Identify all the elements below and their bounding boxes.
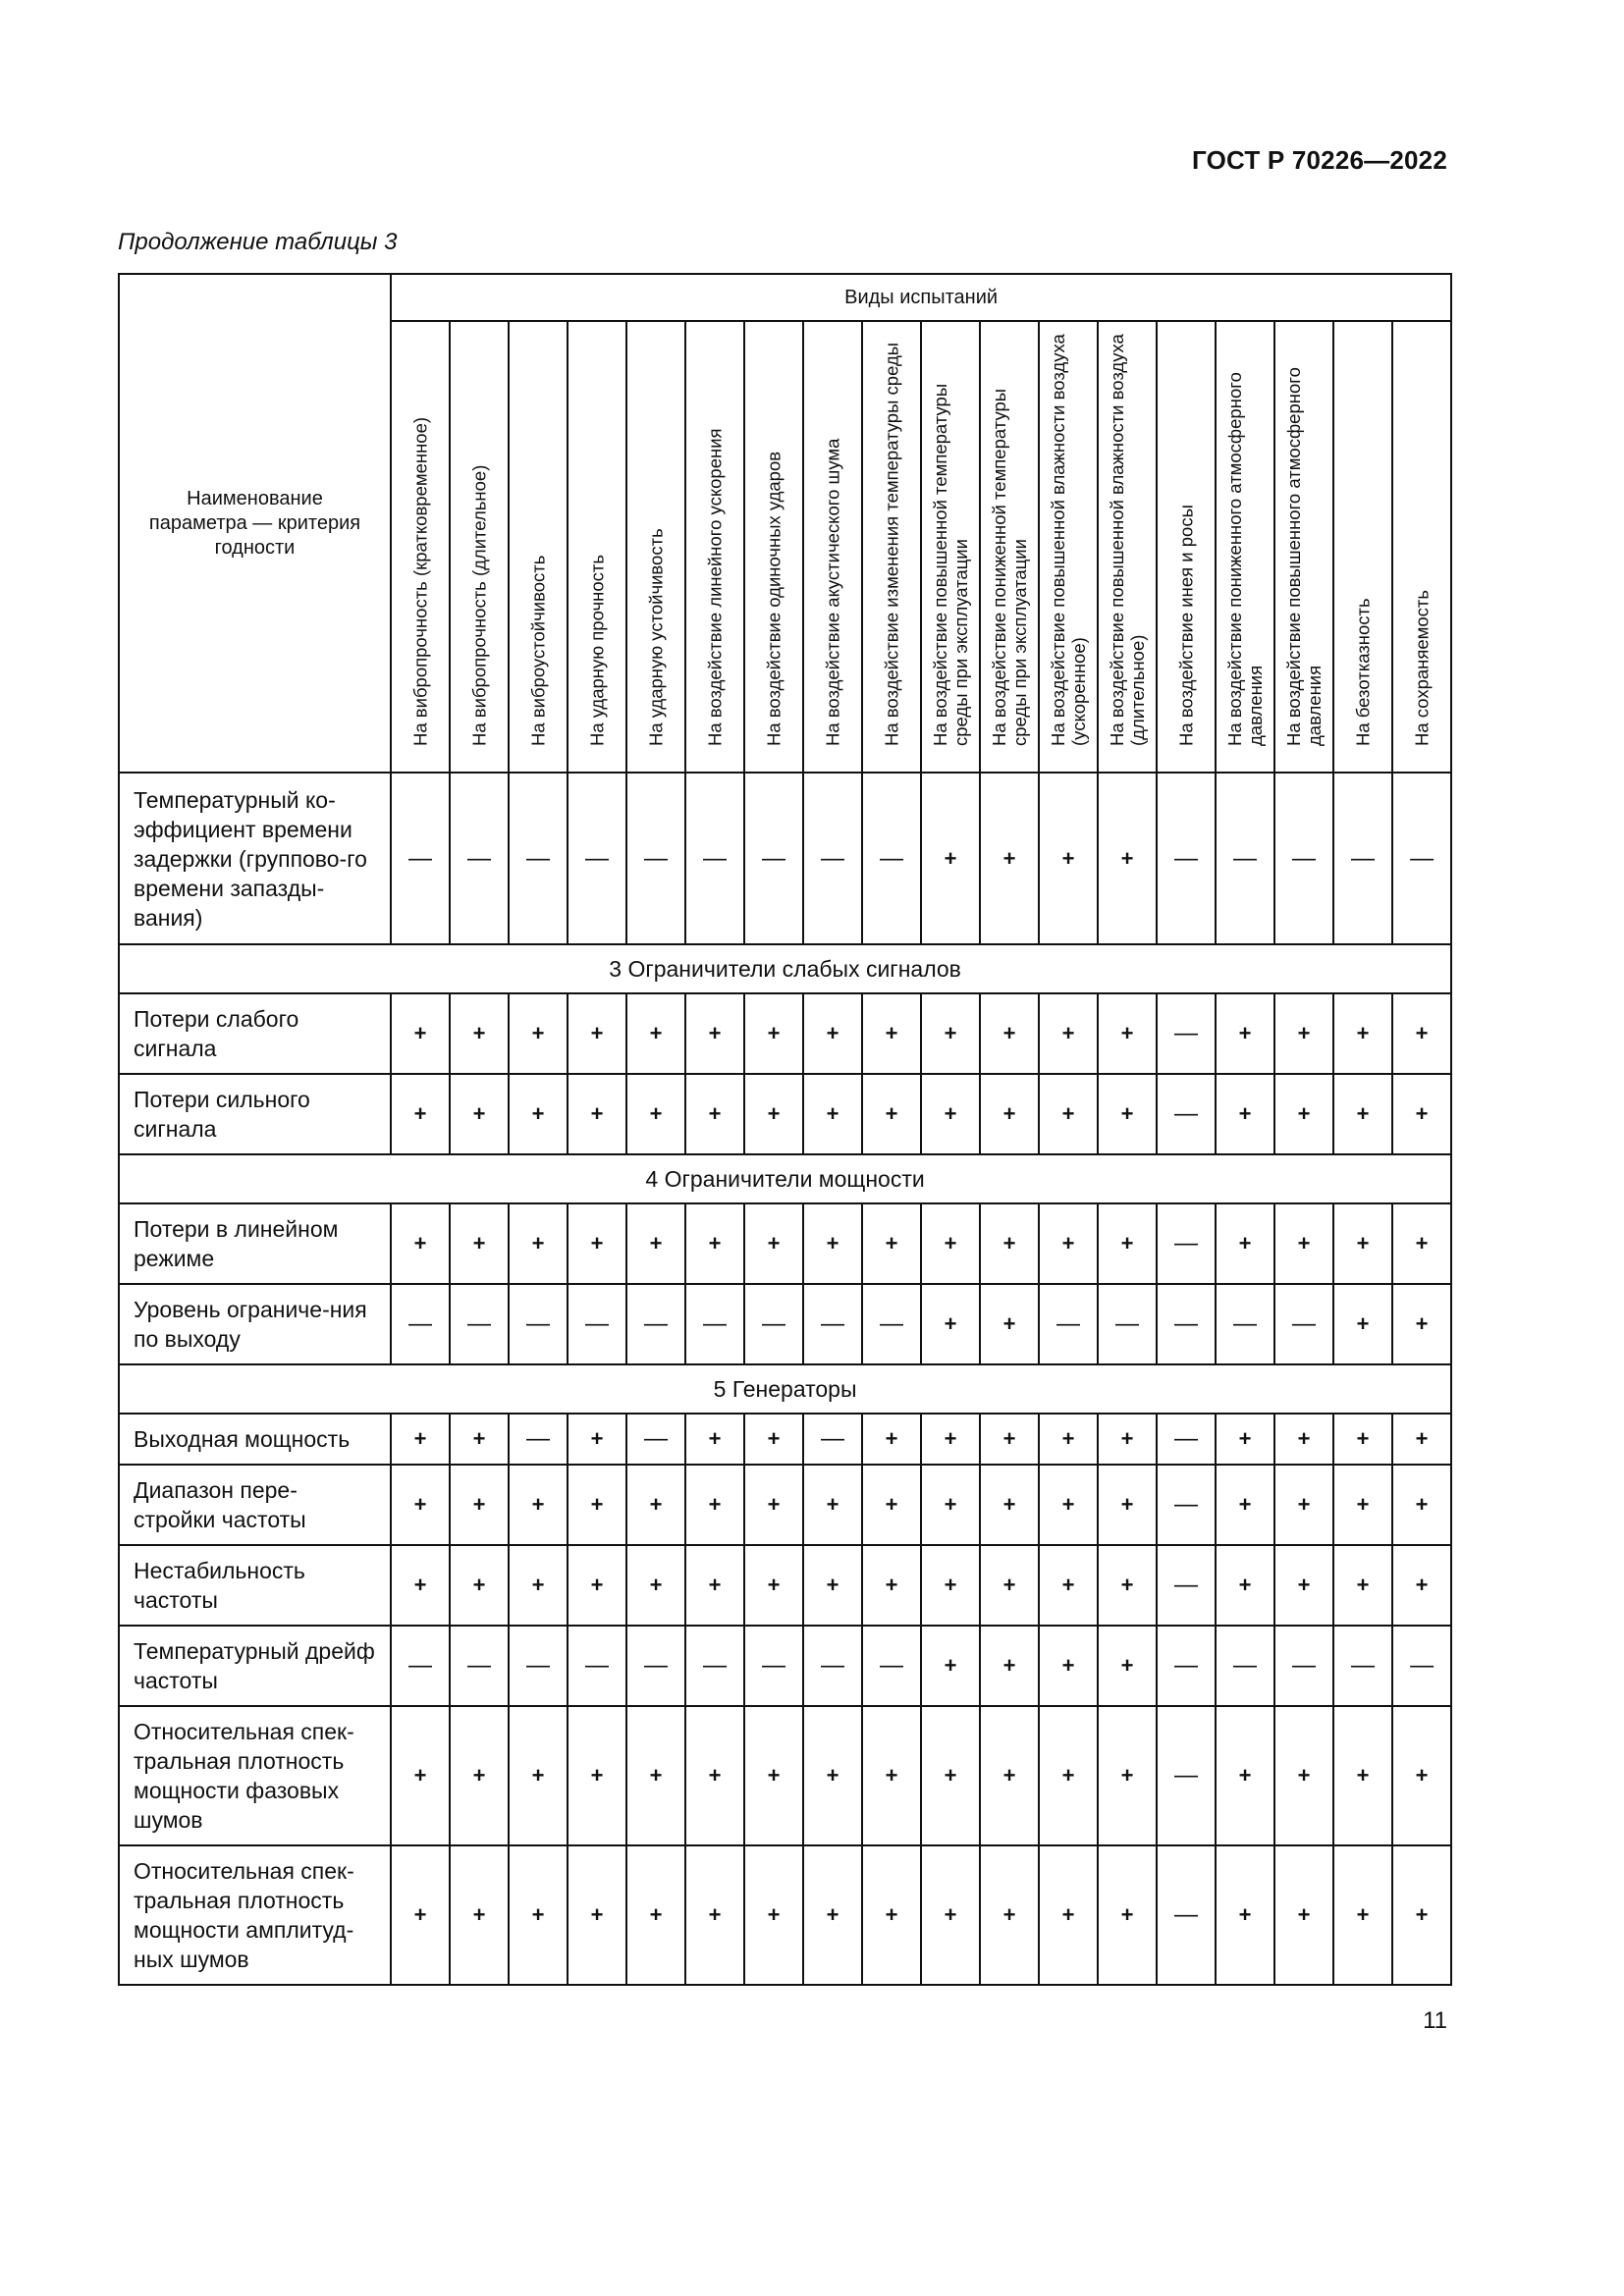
test-applicability-cell: — <box>391 1284 450 1364</box>
test-applicability-cell: + <box>391 1414 450 1465</box>
parameter-name: Нестабильность частоты <box>119 1545 391 1626</box>
test-applicability-cell: + <box>980 773 1039 944</box>
test-applicability-cell: + <box>803 993 862 1074</box>
test-applicability-cell: — <box>450 1284 509 1364</box>
table-row <box>119 1203 1451 1284</box>
test-type-label: На воздействие одиночных ударов <box>763 451 785 746</box>
test-applicability-cell: + <box>921 1074 980 1154</box>
test-applicability-cell: + <box>450 1845 509 1985</box>
test-type-column-header <box>1216 321 1274 773</box>
parameter-name: Температурный ко-эффициент времени задержки (группово-го времени запазды-вания) <box>119 773 391 944</box>
test-type-column-header <box>1392 321 1451 773</box>
test-applicability-cell: + <box>862 1203 921 1284</box>
test-applicability-cell: + <box>568 1465 626 1545</box>
test-type-label: На воздействие пониженной температуры среды при эксплуатации <box>989 388 1030 746</box>
test-applicability-cell: — <box>744 773 803 944</box>
test-applicability-cell: + <box>685 993 744 1074</box>
test-applicability-cell: + <box>1274 1845 1333 1985</box>
test-type-column-header <box>1157 321 1216 773</box>
test-applicability-cell: + <box>1216 1465 1274 1545</box>
test-applicability-cell: — <box>1392 1626 1451 1706</box>
table-row <box>119 1465 1451 1545</box>
test-applicability-cell: + <box>1333 1545 1392 1626</box>
test-applicability-cell: + <box>1333 1414 1392 1465</box>
test-applicability-cell: + <box>1216 1845 1274 1985</box>
test-applicability-cell: + <box>803 1074 862 1154</box>
test-applicability-cell: + <box>568 993 626 1074</box>
table-row <box>119 1074 1451 1154</box>
test-applicability-cell: + <box>1098 1706 1157 1845</box>
test-type-column-header <box>921 321 980 773</box>
test-applicability-cell: — <box>509 1414 568 1465</box>
test-applicability-cell: + <box>1333 1706 1392 1845</box>
test-applicability-cell: + <box>1333 993 1392 1074</box>
test-applicability-cell: + <box>744 1414 803 1465</box>
test-applicability-cell: + <box>1392 1203 1451 1284</box>
table-row <box>119 1626 1451 1706</box>
test-applicability-cell: + <box>803 1545 862 1626</box>
test-applicability-cell: + <box>1098 1203 1157 1284</box>
test-applicability-cell: — <box>509 1626 568 1706</box>
test-applicability-cell: — <box>391 1626 450 1706</box>
test-applicability-cell: + <box>1216 1414 1274 1465</box>
test-applicability-cell: — <box>1157 1626 1216 1706</box>
test-applicability-cell: + <box>862 1545 921 1626</box>
test-applicability-cell: + <box>509 1074 568 1154</box>
test-applicability-cell: — <box>1216 773 1274 944</box>
test-applicability-cell: + <box>980 1545 1039 1626</box>
test-type-label: На воздействие акустического шума <box>822 438 843 746</box>
test-applicability-cell: — <box>744 1284 803 1364</box>
test-applicability-cell: + <box>862 993 921 1074</box>
test-applicability-cell: + <box>862 1845 921 1985</box>
test-applicability-cell: + <box>1274 1545 1333 1626</box>
test-type-column-header <box>450 321 509 773</box>
parameter-name: Диапазон пере-стройки частоты <box>119 1465 391 1545</box>
parameter-name: Относительная спек-тральная плотность мощности амплитуд-ных шумов <box>119 1845 391 1985</box>
table-row <box>119 1284 1451 1364</box>
test-applicability-cell: + <box>626 993 685 1074</box>
test-applicability-cell: — <box>1157 1545 1216 1626</box>
test-criteria-table <box>118 273 1452 1986</box>
parameter-name: Относительная спек-тральная плотность мощности фазовых шумов <box>119 1706 391 1845</box>
test-applicability-cell: + <box>391 1706 450 1845</box>
test-applicability-cell: + <box>509 1203 568 1284</box>
test-applicability-cell: + <box>744 1706 803 1845</box>
test-applicability-cell: + <box>921 1706 980 1845</box>
test-applicability-cell: + <box>921 773 980 944</box>
test-applicability-cell: + <box>450 1074 509 1154</box>
test-type-label: На воздействие повышенной влажности воздуха (длительное) <box>1107 334 1148 746</box>
parameter-name: Выходная мощность <box>119 1414 391 1465</box>
test-applicability-cell: + <box>391 1074 450 1154</box>
test-applicability-cell: — <box>685 1284 744 1364</box>
test-type-label: На виброустойчивость <box>527 555 549 746</box>
page-number: 11 <box>1423 2007 1447 2034</box>
test-applicability-cell: + <box>862 1074 921 1154</box>
test-applicability-cell: + <box>1274 1706 1333 1845</box>
test-applicability-cell: + <box>803 1706 862 1845</box>
test-applicability-cell: + <box>1098 1465 1157 1545</box>
test-type-column-header <box>1274 321 1333 773</box>
test-applicability-cell: + <box>1274 1203 1333 1284</box>
test-applicability-cell: — <box>1157 1414 1216 1465</box>
test-type-column-header <box>568 321 626 773</box>
table-row <box>119 773 1451 944</box>
test-type-column-header <box>685 321 744 773</box>
test-applicability-cell: — <box>1333 773 1392 944</box>
test-applicability-cell: — <box>685 773 744 944</box>
test-applicability-cell: + <box>1392 1284 1451 1364</box>
test-applicability-cell: + <box>803 1203 862 1284</box>
test-applicability-cell: + <box>921 1626 980 1706</box>
test-applicability-cell: — <box>568 1284 626 1364</box>
test-applicability-cell: + <box>980 1074 1039 1154</box>
test-applicability-cell: + <box>1098 773 1157 944</box>
test-applicability-cell: + <box>1098 1626 1157 1706</box>
test-applicability-cell: — <box>509 773 568 944</box>
parameter-name: Потери в линейном режиме <box>119 1203 391 1284</box>
test-type-label: На воздействие изменения температуры среды <box>881 342 902 746</box>
test-applicability-cell: + <box>391 1545 450 1626</box>
test-applicability-cell: + <box>803 1845 862 1985</box>
test-applicability-cell: — <box>568 1626 626 1706</box>
test-applicability-cell: + <box>391 993 450 1074</box>
test-type-label: На сохраняемость <box>1411 589 1433 746</box>
test-applicability-cell: — <box>685 1626 744 1706</box>
parameter-name: Температурный дрейф частоты <box>119 1626 391 1706</box>
test-applicability-cell: + <box>862 1706 921 1845</box>
test-applicability-cell: + <box>450 1465 509 1545</box>
test-applicability-cell: + <box>1216 1706 1274 1845</box>
test-applicability-cell: — <box>1157 1074 1216 1154</box>
test-applicability-cell: — <box>1157 1284 1216 1364</box>
test-applicability-cell: + <box>1039 993 1098 1074</box>
test-applicability-cell: + <box>1039 1203 1098 1284</box>
test-applicability-cell: — <box>1157 1203 1216 1284</box>
test-applicability-cell: + <box>803 1465 862 1545</box>
test-type-label: На вибропрочность (кратковременное) <box>409 416 431 746</box>
table-row <box>119 1845 1451 1985</box>
test-type-column-header <box>391 321 450 773</box>
test-applicability-cell: + <box>1039 1706 1098 1845</box>
section-title: 4 Ограничители мощности <box>119 1154 1451 1203</box>
test-applicability-cell: + <box>980 1465 1039 1545</box>
test-applicability-cell: — <box>626 1284 685 1364</box>
table-row <box>119 993 1451 1074</box>
test-applicability-cell: + <box>450 1414 509 1465</box>
test-applicability-cell: — <box>1157 1845 1216 1985</box>
test-applicability-cell: + <box>921 1545 980 1626</box>
test-applicability-cell: + <box>921 1414 980 1465</box>
test-type-column-header <box>1333 321 1392 773</box>
table-row <box>119 1545 1451 1626</box>
test-applicability-cell: + <box>626 1074 685 1154</box>
test-applicability-cell: — <box>803 773 862 944</box>
test-applicability-cell: — <box>1392 773 1451 944</box>
test-applicability-cell: + <box>1098 1545 1157 1626</box>
test-applicability-cell: — <box>862 1284 921 1364</box>
test-applicability-cell: + <box>1098 1074 1157 1154</box>
test-applicability-cell: + <box>980 1414 1039 1465</box>
test-applicability-cell: + <box>744 1074 803 1154</box>
test-applicability-cell: + <box>1392 1074 1451 1154</box>
test-type-label: На воздействие повышенного атмосферного давления <box>1283 367 1325 746</box>
test-applicability-cell: + <box>1098 993 1157 1074</box>
test-applicability-cell: — <box>803 1626 862 1706</box>
test-type-column-header <box>744 321 803 773</box>
test-applicability-cell: + <box>626 1706 685 1845</box>
test-applicability-cell: + <box>391 1465 450 1545</box>
test-type-column-header <box>980 321 1039 773</box>
test-applicability-cell: + <box>744 1845 803 1985</box>
test-applicability-cell: + <box>568 1845 626 1985</box>
test-applicability-cell: + <box>568 1545 626 1626</box>
test-type-column-header <box>1039 321 1098 773</box>
test-applicability-cell: — <box>862 1626 921 1706</box>
test-applicability-cell: — <box>744 1626 803 1706</box>
test-applicability-cell: + <box>1274 1465 1333 1545</box>
test-applicability-cell: — <box>1157 1706 1216 1845</box>
test-type-label: На воздействие повышенной влажности воздуха (ускоренное) <box>1048 334 1089 746</box>
test-applicability-cell: + <box>1392 1465 1451 1545</box>
test-applicability-cell: + <box>1392 1845 1451 1985</box>
test-applicability-cell: + <box>980 1626 1039 1706</box>
test-type-label: На воздействие пониженного атмосферного давления <box>1224 372 1266 746</box>
test-applicability-cell: + <box>626 1845 685 1985</box>
test-applicability-cell: + <box>1274 1074 1333 1154</box>
test-applicability-cell: + <box>1333 1465 1392 1545</box>
param-column-header: Наименование параметра — критерия годности <box>119 274 391 773</box>
test-applicability-cell: + <box>1392 1414 1451 1465</box>
test-applicability-cell: + <box>1098 1414 1157 1465</box>
test-applicability-cell: + <box>921 1284 980 1364</box>
test-applicability-cell: — <box>1157 1465 1216 1545</box>
test-type-column-header <box>626 321 685 773</box>
test-applicability-cell: + <box>1216 993 1274 1074</box>
test-applicability-cell: — <box>626 1626 685 1706</box>
test-type-label: На воздействие повышенной температуры среды при эксплуатации <box>930 383 971 746</box>
test-applicability-cell: + <box>1216 1545 1274 1626</box>
test-applicability-cell: + <box>1098 1845 1157 1985</box>
test-applicability-cell: + <box>744 1203 803 1284</box>
test-applicability-cell: + <box>391 1845 450 1985</box>
test-applicability-cell: + <box>685 1845 744 1985</box>
test-applicability-cell: + <box>685 1465 744 1545</box>
test-applicability-cell: — <box>450 1626 509 1706</box>
test-applicability-cell: — <box>1098 1284 1157 1364</box>
test-applicability-cell: — <box>1157 993 1216 1074</box>
test-applicability-cell: — <box>568 773 626 944</box>
test-applicability-cell: + <box>980 1706 1039 1845</box>
test-applicability-cell: + <box>1274 1414 1333 1465</box>
test-applicability-cell: — <box>450 773 509 944</box>
test-applicability-cell: + <box>1039 1845 1098 1985</box>
section-title: 5 Генераторы <box>119 1364 1451 1414</box>
test-applicability-cell: + <box>1333 1284 1392 1364</box>
section-title: 3 Ограничители слабых сигналов <box>119 944 1451 993</box>
test-type-label: На воздействие инея и росы <box>1175 505 1197 746</box>
test-applicability-cell: — <box>1274 1626 1333 1706</box>
test-applicability-cell: + <box>744 993 803 1074</box>
test-applicability-cell: + <box>685 1203 744 1284</box>
test-applicability-cell: + <box>744 1545 803 1626</box>
test-applicability-cell: + <box>685 1074 744 1154</box>
test-applicability-cell: + <box>626 1465 685 1545</box>
test-applicability-cell: + <box>1039 773 1098 944</box>
section-header-row <box>119 944 1451 993</box>
test-applicability-cell: + <box>509 1845 568 1985</box>
test-type-column-header <box>803 321 862 773</box>
test-applicability-cell: — <box>1216 1626 1274 1706</box>
test-type-label: На вибропрочность (длительное) <box>468 464 490 746</box>
test-type-column-header <box>1098 321 1157 773</box>
test-applicability-cell: + <box>1333 1203 1392 1284</box>
test-applicability-cell: + <box>509 993 568 1074</box>
test-applicability-cell: + <box>626 1545 685 1626</box>
test-type-label: На безотказность <box>1352 598 1374 746</box>
test-applicability-cell: + <box>980 1284 1039 1364</box>
test-applicability-cell: + <box>568 1414 626 1465</box>
test-applicability-cell: + <box>921 1203 980 1284</box>
test-applicability-cell: + <box>980 1845 1039 1985</box>
test-applicability-cell: + <box>568 1706 626 1845</box>
test-applicability-cell: + <box>1392 1706 1451 1845</box>
test-applicability-cell: + <box>450 1545 509 1626</box>
test-applicability-cell: + <box>685 1706 744 1845</box>
test-applicability-cell: + <box>980 1203 1039 1284</box>
section-header-row <box>119 1364 1451 1414</box>
test-applicability-cell: — <box>626 1414 685 1465</box>
test-applicability-cell: + <box>450 993 509 1074</box>
test-applicability-cell: + <box>1274 993 1333 1074</box>
test-applicability-cell: + <box>1039 1465 1098 1545</box>
test-applicability-cell: + <box>921 993 980 1074</box>
table-row <box>119 1414 1451 1465</box>
test-types-group-header: Виды испытаний <box>391 274 1451 321</box>
test-type-label: На воздействие линейного ускорения <box>704 428 726 746</box>
test-type-label: На ударную прочность <box>586 555 608 746</box>
test-applicability-cell: + <box>980 993 1039 1074</box>
test-type-column-header <box>862 321 921 773</box>
test-applicability-cell: + <box>568 1203 626 1284</box>
test-applicability-cell: + <box>1216 1074 1274 1154</box>
test-applicability-cell: + <box>1392 993 1451 1074</box>
test-applicability-cell: + <box>744 1465 803 1545</box>
test-applicability-cell: + <box>1392 1545 1451 1626</box>
test-applicability-cell: + <box>450 1203 509 1284</box>
test-applicability-cell: — <box>1157 773 1216 944</box>
test-applicability-cell: — <box>1216 1284 1274 1364</box>
test-applicability-cell: + <box>509 1545 568 1626</box>
parameter-name: Потери слабого сигнала <box>119 993 391 1074</box>
test-applicability-cell: + <box>1039 1626 1098 1706</box>
test-applicability-cell: + <box>626 1203 685 1284</box>
test-applicability-cell: — <box>509 1284 568 1364</box>
test-applicability-cell: + <box>450 1706 509 1845</box>
test-applicability-cell: — <box>1274 773 1333 944</box>
test-applicability-cell: — <box>803 1414 862 1465</box>
parameter-name: Уровень ограниче-ния по выходу <box>119 1284 391 1364</box>
test-type-label: На ударную устойчивость <box>645 528 667 746</box>
test-applicability-cell: — <box>391 773 450 944</box>
document-standard-number: ГОСТ Р 70226—2022 <box>1192 145 1447 175</box>
test-applicability-cell: — <box>1333 1626 1392 1706</box>
test-applicability-cell: — <box>862 773 921 944</box>
test-applicability-cell: + <box>1039 1545 1098 1626</box>
section-header-row <box>119 1154 1451 1203</box>
test-applicability-cell: — <box>1274 1284 1333 1364</box>
test-applicability-cell: + <box>1333 1074 1392 1154</box>
test-applicability-cell: + <box>391 1203 450 1284</box>
test-applicability-cell: + <box>509 1465 568 1545</box>
test-applicability-cell: + <box>862 1465 921 1545</box>
test-applicability-cell: + <box>862 1414 921 1465</box>
test-applicability-cell: + <box>685 1545 744 1626</box>
test-applicability-cell: + <box>509 1706 568 1845</box>
test-applicability-cell: + <box>685 1414 744 1465</box>
test-applicability-cell: + <box>1333 1845 1392 1985</box>
test-applicability-cell: + <box>1039 1074 1098 1154</box>
test-applicability-cell: — <box>1039 1284 1098 1364</box>
test-applicability-cell: + <box>1039 1414 1098 1465</box>
test-applicability-cell: + <box>568 1074 626 1154</box>
table-row <box>119 1706 1451 1845</box>
parameter-name: Потери сильного сигнала <box>119 1074 391 1154</box>
test-applicability-cell: + <box>1216 1203 1274 1284</box>
test-type-column-header <box>509 321 568 773</box>
test-applicability-cell: + <box>921 1845 980 1985</box>
table-continuation-caption: Продолжение таблицы 3 <box>118 229 398 255</box>
test-applicability-cell: — <box>626 773 685 944</box>
test-applicability-cell: + <box>921 1465 980 1545</box>
test-applicability-cell: — <box>803 1284 862 1364</box>
